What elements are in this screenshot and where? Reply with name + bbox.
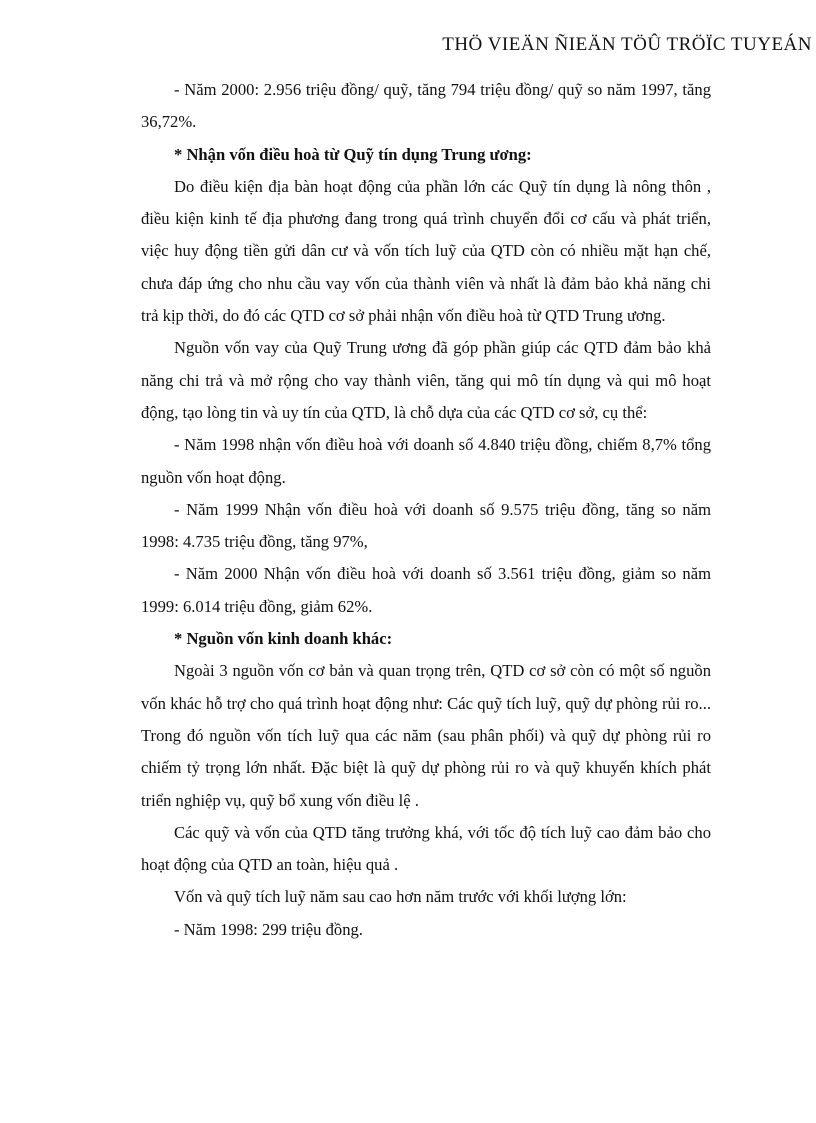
heading-central-fund-capital: * Nhận vốn điều hoà từ Quỹ tín dụng Trung ương: bbox=[174, 144, 532, 164]
paragraph-1998-capital: - Năm 1998 nhận vốn điều hoà với doanh số 4.840 triệu đồng, chiếm 8,7% tổng nguồn vốn hoạt động. bbox=[141, 435, 711, 487]
document-body bbox=[141, 74, 711, 946]
paragraph-other-sources: Ngoài 3 nguồn vốn cơ bản và quan trọng trên, QTD cơ sở còn có một số nguồn vốn khác hỗ trợ cho quá trình hoạt động như: Các quỹ tích luỹ, quỹ dự phòng rủi ro... Trong đó nguồn vốn tích luỹ qua các năm (sau phân phối) và quỹ dự phòng rủi ro chiếm tỷ trọng lớn nhất. Đặc biệt là quỹ dự phòng rủi ro và quỹ khuyến khích phát triển nghiệp vụ, quỹ bổ xung vốn điều lệ . bbox=[141, 661, 711, 810]
paragraph-accumulation: Vốn và quỹ tích luỹ năm sau cao hơn năm trước với khối lượng lớn: bbox=[174, 887, 627, 907]
paragraph-2000-capital: - Năm 2000 Nhận vốn điều hoà với doanh số 3.561 triệu đồng, giảm so năm 1999: 6.014 triệu đồng, giảm 62%. bbox=[141, 564, 711, 616]
paragraph-conditions: Do điều kiện địa bàn hoạt động của phần lớn các Quỹ tín dụng là nông thôn , điều kiện kinh tế địa phương đang trong quá trình chuyển đổi cơ cấu và phát triển, việc huy động tiền gửi dân cư và vốn tích luỹ của QTD còn có nhiều mặt hạn chế, chưa đáp ứng cho nhu cầu vay vốn của thành viên và nhất là đảm bảo khả năng chi trả kịp thời, do đó các QTD cơ sở phải nhận vốn điều hoà từ QTD Trung ương. bbox=[141, 176, 711, 326]
page-header-title: THÖ VIEÄN ÑIEÄN TÖÛ TRÖÏC TUYEÁN bbox=[442, 34, 812, 55]
paragraph-1998-accumulation: - Năm 1998: 299 triệu đồng. bbox=[174, 919, 363, 939]
paragraph-1999-capital: - Năm 1999 Nhận vốn điều hoà với doanh số 9.575 triệu đồng, tăng so năm 1998: 4.735 triệu đồng, tăng 97%, bbox=[141, 499, 711, 552]
heading-other-capital: * Nguồn vốn kinh doanh khác: bbox=[174, 629, 393, 649]
paragraph-2000-growth: - Năm 2000: 2.956 triệu đồng/ quỹ, tăng 794 triệu đồng/ quỹ so năm 1997, tăng 36,72%. bbox=[141, 80, 711, 132]
paragraph-fund-growth: Các quỹ và vốn của QTD tăng trưởng khá, với tốc độ tích luỹ cao đảm bảo cho hoạt động của QTD an toàn, hiệu quả . bbox=[141, 822, 711, 875]
paragraph-central-fund-role: Nguồn vốn vay của Quỹ Trung ương đã góp phần giúp các QTD đảm bảo khả năng chi trả và mở rộng cho vay thành viên, tăng qui mô tín dụng và qui mô hoạt động, tạo lòng tin và uy tín của QTD, là chỗ dựa của các QTD cơ sở, cụ thể: bbox=[141, 338, 711, 422]
